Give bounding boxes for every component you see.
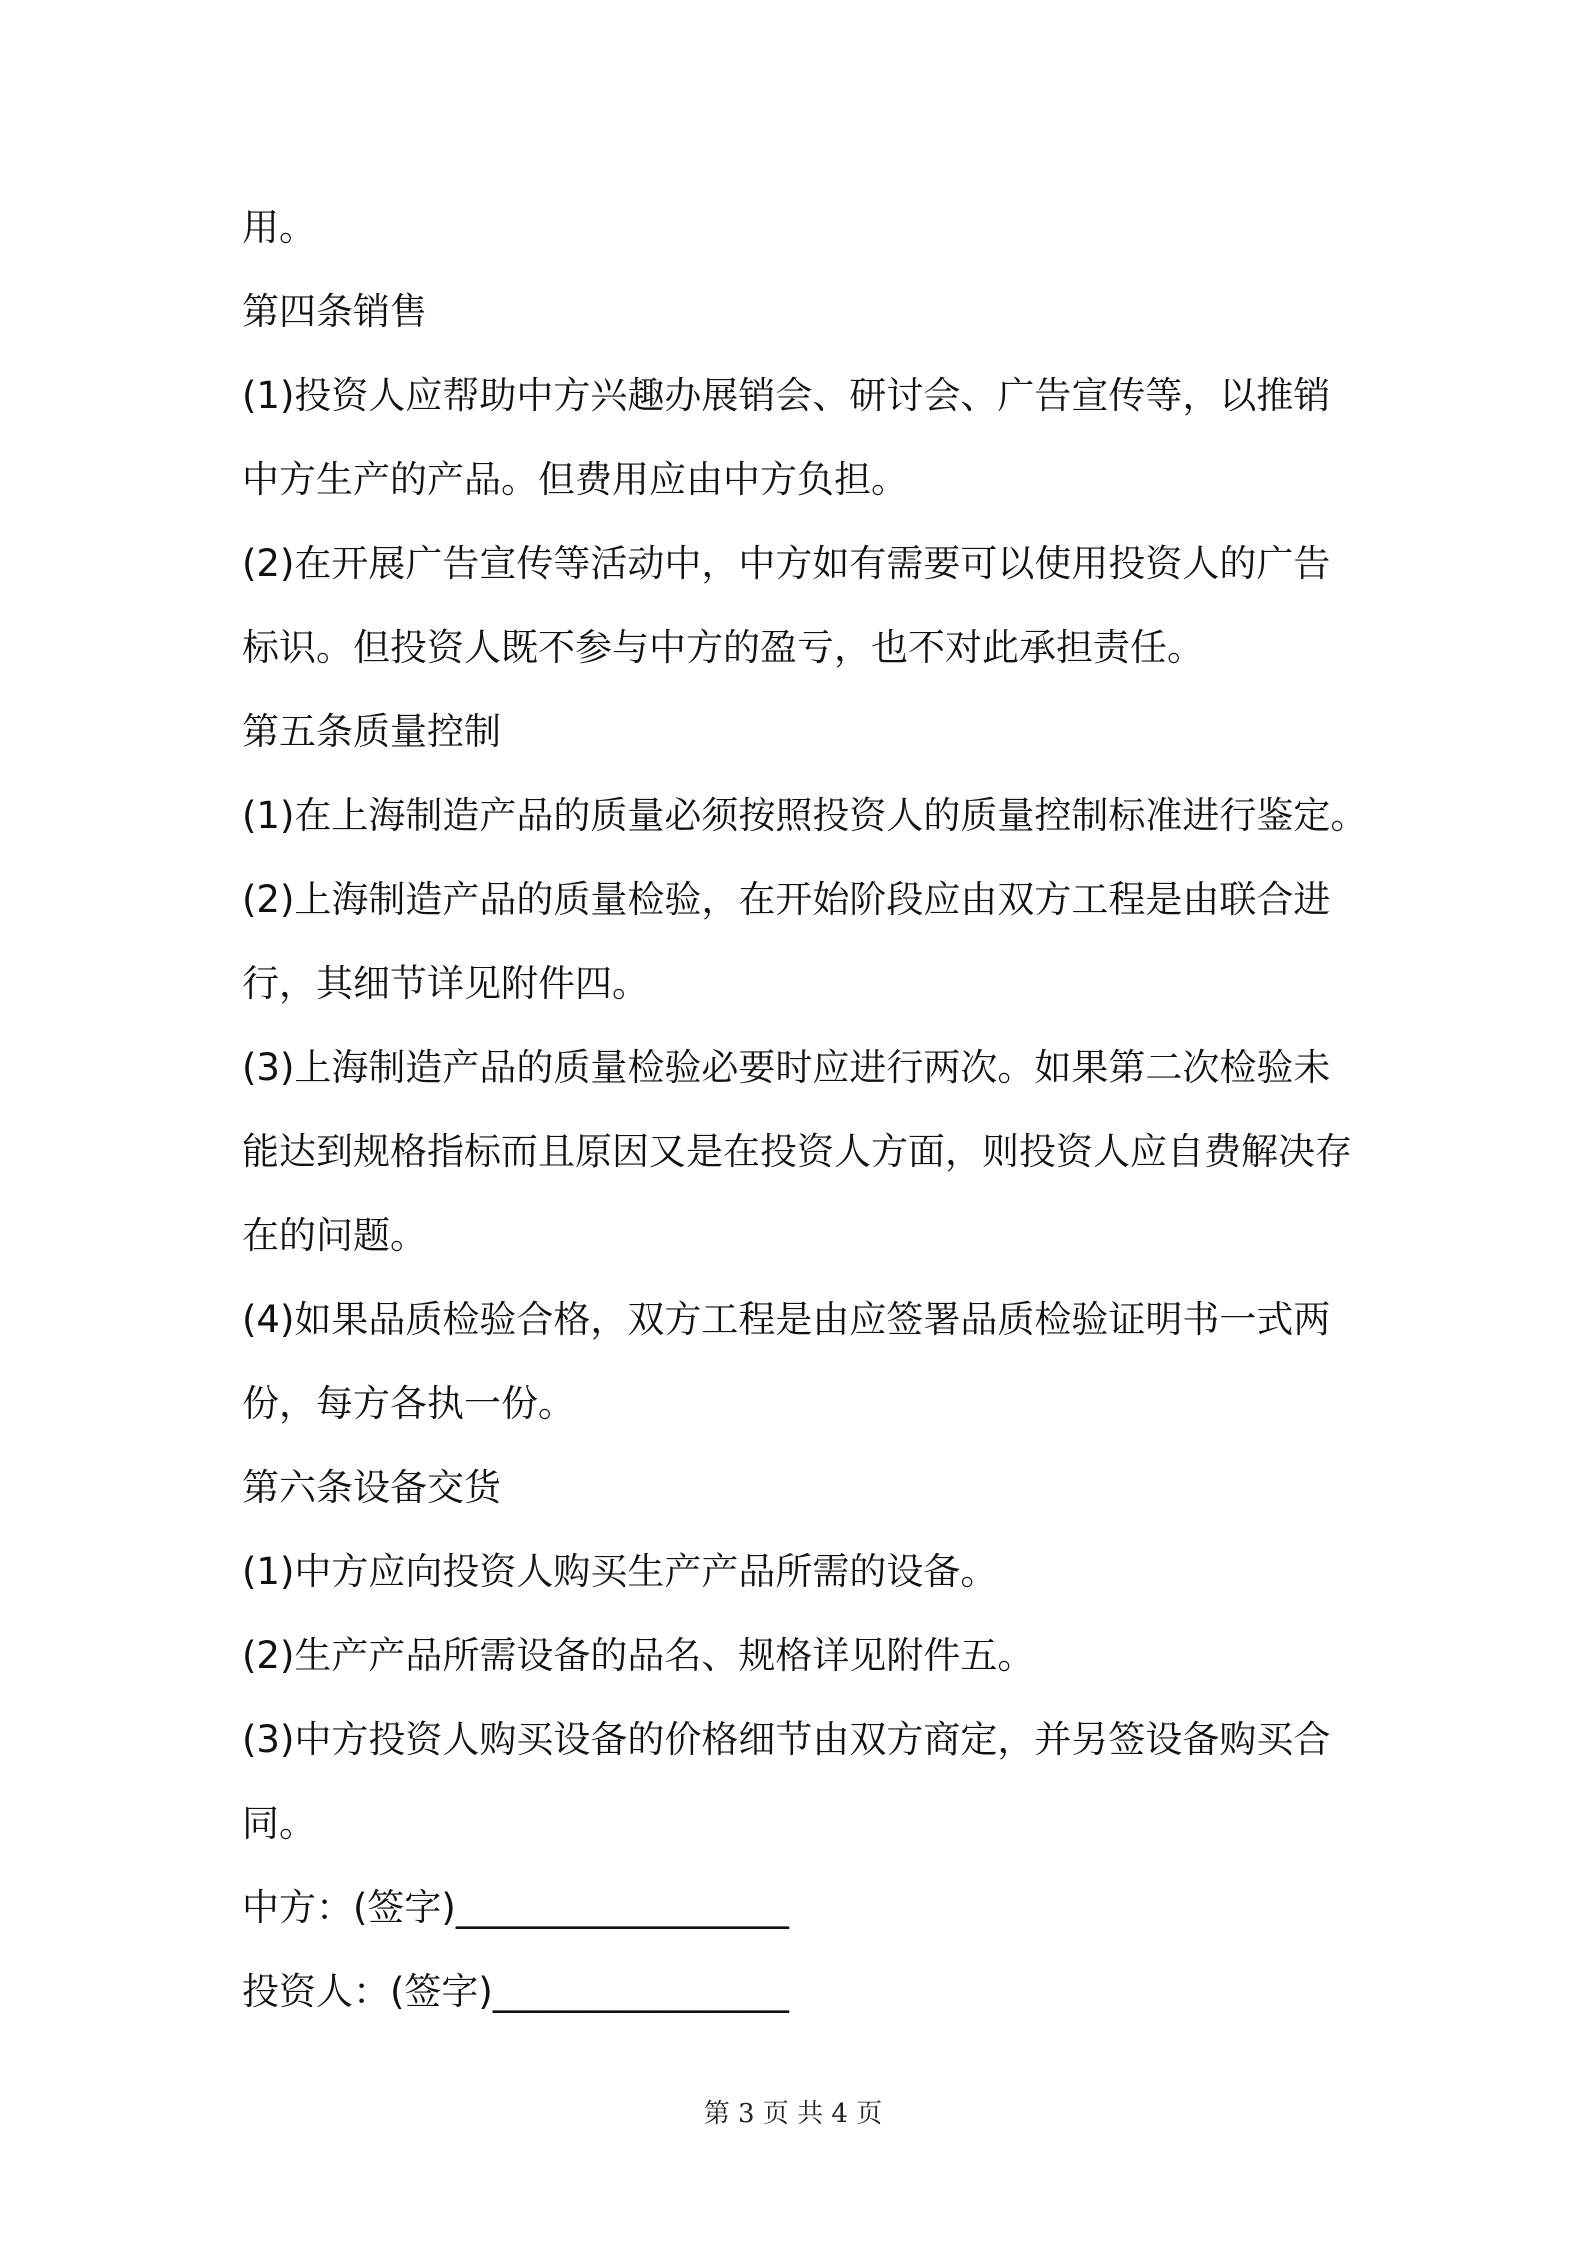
clause-line: 在的问题。 bbox=[242, 1214, 427, 1257]
section-quality-control bbox=[242, 690, 1442, 1446]
clause bbox=[242, 858, 1442, 1026]
clause-line: 中方生产的产品。但费用应由中方负担。 bbox=[242, 458, 908, 501]
document-body bbox=[242, 186, 1442, 2034]
signature-line-party-a: 中方：(签字)__________________ bbox=[242, 1886, 789, 1929]
clause-line: (1)中方应向投资人购买生产产品所需的设备。 bbox=[242, 1550, 998, 1593]
clause bbox=[242, 774, 1442, 858]
clause bbox=[242, 1278, 1442, 1446]
clause bbox=[242, 1026, 1442, 1278]
clause-line: (1)投资人应帮助中方兴趣办展销会、研讨会、广告宣传等，以推销 bbox=[242, 374, 1331, 417]
clause bbox=[242, 1698, 1442, 1866]
section-heading: 第四条销售 bbox=[242, 290, 427, 333]
clause-line: (2)上海制造产品的质量检验，在开始阶段应由双方工程是由联合进 bbox=[242, 878, 1331, 921]
clause-line: 行，其细节详见附件四。 bbox=[242, 962, 649, 1005]
signature-line-investor: 投资人：(签字)________________ bbox=[242, 1970, 789, 2013]
continuation-text: 用。 bbox=[242, 206, 316, 249]
signature-block bbox=[242, 1866, 1442, 2034]
clause-line: (3)中方投资人购买设备的价格细节由双方商定，并另签设备购买合 bbox=[242, 1718, 1331, 1761]
clause-line: 份，每方各执一份。 bbox=[242, 1382, 575, 1425]
clause bbox=[242, 1530, 1442, 1614]
clause-line: (2)在开展广告宣传等活动中，中方如有需要可以使用投资人的广告 bbox=[242, 542, 1331, 585]
clause-line: 能达到规格指标而且原因又是在投资人方面，则投资人应自费解决存 bbox=[242, 1130, 1352, 1173]
clause-line: (3)上海制造产品的质量检验必要时应进行两次。如果第二次检验未 bbox=[242, 1046, 1331, 1089]
clause-line: (4)如果品质检验合格，双方工程是由应签署品质检验证明书一式两 bbox=[242, 1298, 1331, 1341]
section-equipment-delivery bbox=[242, 1446, 1442, 1866]
section-heading: 第五条质量控制 bbox=[242, 710, 501, 753]
section-heading: 第六条设备交货 bbox=[242, 1466, 501, 1509]
clause bbox=[242, 354, 1442, 522]
clause-line: (2)生产产品所需设备的品名、规格详见附件五。 bbox=[242, 1634, 1035, 1677]
page-footer: 第 3 页 共 4 页 bbox=[703, 2099, 883, 2129]
clause bbox=[242, 1614, 1442, 1698]
clause-line: 标识。但投资人既不参与中方的盈亏，也不对此承担责任。 bbox=[242, 626, 1204, 669]
clause bbox=[242, 522, 1442, 690]
section-sales bbox=[242, 270, 1442, 690]
clause-line: 同。 bbox=[242, 1802, 316, 1845]
clause-line: (1)在上海制造产品的质量必须按照投资人的质量控制标准进行鉴定。 bbox=[242, 794, 1368, 837]
